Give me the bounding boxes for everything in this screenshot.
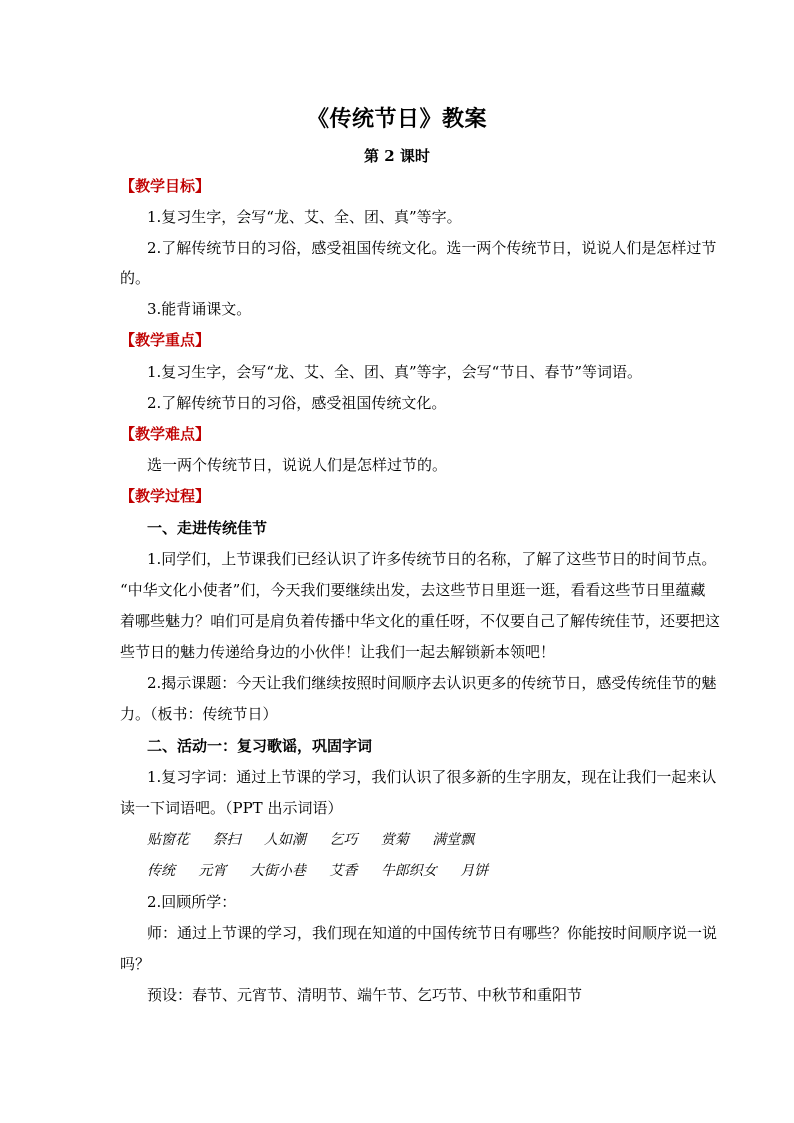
section-heading-process: 【教学过程】 xyxy=(120,487,211,505)
vocab-word: 乞巧 xyxy=(329,832,358,848)
vocab-word: 传统 xyxy=(147,863,175,879)
key-point-line: 2.了解传统节日的习俗，感受祖国传统文化。 xyxy=(147,394,447,412)
paragraph-line: 2.揭示课题：今天让我们继续按照时间顺序去认识更多的传统节日，感受传统佳节的魅 xyxy=(147,674,717,692)
paragraph-line: 1.复习字词：通过上节课的学习，我们认识了很多新的生字朋友，现在让我们一起来认 xyxy=(147,768,717,786)
paragraph-line: 1.同学们，上节课我们已经认识了许多传统节日的名称，了解了这些节日的时间节点。 xyxy=(147,550,717,568)
paragraph-line: 读一下词语吧。（PPT 出示词语） xyxy=(120,799,343,817)
paragraph-line: 力。（板书：传统节日） xyxy=(120,705,278,723)
objective-line: 2.了解传统节日的习俗，感受祖国传统文化。选一两个传统节日，说说人们是怎样过节 xyxy=(147,239,717,257)
objective-line: 的。 xyxy=(120,269,151,287)
section-heading-difficulties: 【教学难点】 xyxy=(120,425,211,443)
paragraph-line: 着哪些魅力？咱们可是肩负着传播中华文化的重任呀，不仅要自己了解传统佳节，还要把这 xyxy=(120,612,721,630)
difficulty-line: 选一两个传统节日，说说人们是怎样过节的。 xyxy=(147,456,448,474)
paragraph-line: 师：通过上节课的学习，我们现在知道的中国传统节日有哪些？你能按时间顺序说一说 xyxy=(147,924,718,942)
vocab-word: 祭扫 xyxy=(212,832,241,848)
paragraph-line: 吗？ xyxy=(120,955,151,973)
vocab-word: 赏菊 xyxy=(380,832,409,848)
vocab-word: 贴窗花 xyxy=(147,832,189,848)
paragraph-line: 些节日的魅力传递给身边的小伙伴！让我们一起去解锁新本领吧！ xyxy=(120,643,556,661)
section-heading-objectives: 【教学目标】 xyxy=(120,177,211,195)
lesson-period: 第 2 课时 xyxy=(364,147,430,165)
vocab-word: 满堂飘 xyxy=(432,832,475,848)
review-title: 2.回顾所学： xyxy=(147,893,237,911)
section-heading-key-points: 【教学重点】 xyxy=(120,331,211,349)
objective-line: 1.复习生字，会写“龙、艾、全、团、真”等字。 xyxy=(147,208,462,226)
vocab-word: 月饼 xyxy=(460,863,489,879)
paragraph-line: “中华文化小使者”们，今天我们要继续出发，去这些节日里逛一逛，看看这些节日里蕴藏 xyxy=(120,581,706,599)
preset-answer: 预设：春节、元宵节、清明节、端午节、乞巧节、中秋节和重阳节 xyxy=(147,986,583,1004)
page-title: 《传统节日》教案 xyxy=(306,106,487,132)
objective-line: 3.能背诵课文。 xyxy=(147,300,252,318)
key-point-line: 1.复习生字，会写“龙、艾、全、团、真”等字，会写“节日、春节”等词语。 xyxy=(147,363,642,381)
vocab-word: 牛郎织女 xyxy=(380,863,437,879)
vocab-word: 元宵 xyxy=(198,863,227,879)
part1-title: 一、走进传统佳节 xyxy=(147,519,268,537)
vocab-word: 大街小巷 xyxy=(249,863,306,879)
vocab-row-1 xyxy=(147,830,491,850)
vocab-word: 艾香 xyxy=(329,863,358,879)
vocab-row-2 xyxy=(147,861,505,881)
part2-title: 二、活动一：复习歌谣，巩固字词 xyxy=(147,737,373,755)
vocab-word: 人如潮 xyxy=(263,832,306,848)
